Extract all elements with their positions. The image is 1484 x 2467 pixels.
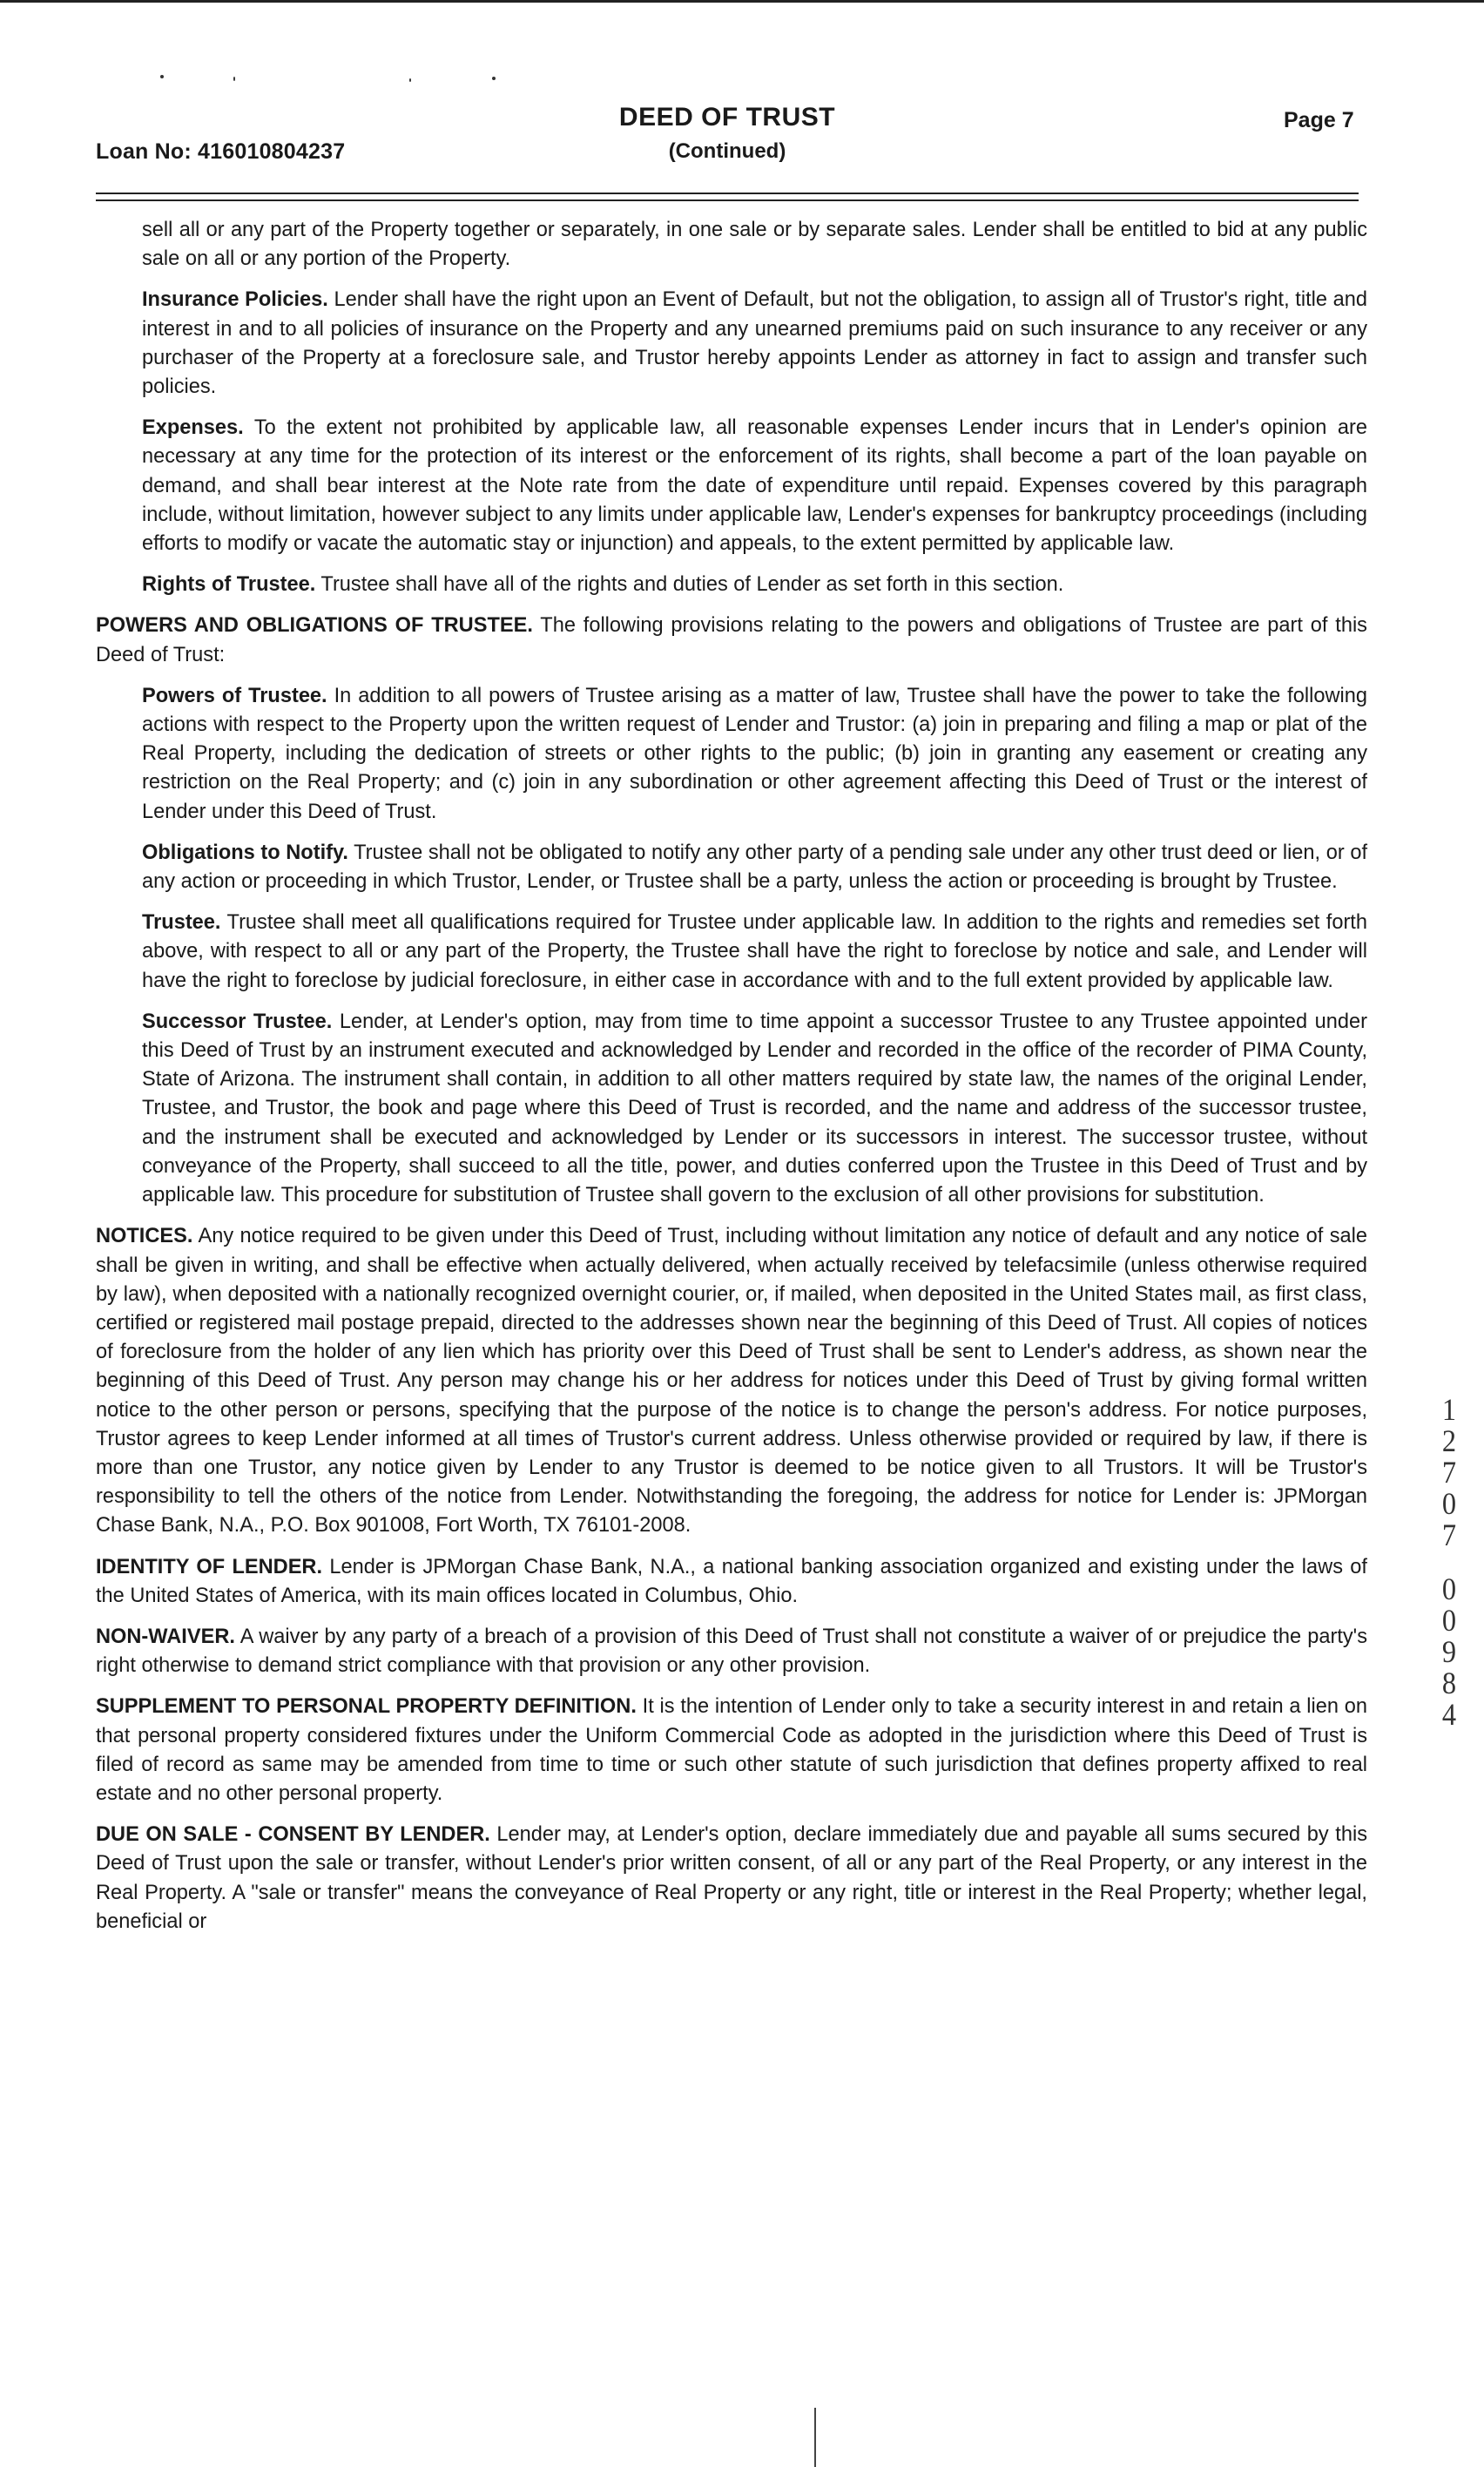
paragraph-text: Lender shall have the right upon an Event of Default, but not the obligation, to assign all of Trustor's right, title and interest in and to all policies of insurance on the Property and any unearned premiums paid on such insurance to any receiver or any purchaser of the Property at a foreclosure sale, and Trustor hereby appoints Lender as attorney in fact to assign and transfer such policies.: [142, 288, 1367, 399]
stamp-book-number: 1 2 7 0 7: [1441, 1392, 1457, 1552]
section-text: The following provisions relating to the powers and obligations of Trustee are part of this Deed of Trust:: [96, 614, 1367, 666]
paragraph-text: Trustee shall meet all qualifications required for Trustee under applicable law. In addition to the rights and remedies set forth above, with respect to all or any part of the Property, the Trustee shall have the right to foreclose by notice and sale, and Lender will have the right to foreclose by judicial foreclosure, in either case in accordance with and to the full extent provided by applicable law.: [142, 911, 1367, 992]
loan-number: Loan No: 416010804237: [96, 139, 346, 164]
paragraph-sale-continuation: [142, 216, 1367, 274]
paragraph-text: To the extent not prohibited by applicable law, all reasonable expenses Lender incurs that in Lender's opinion are necessary at any time for the protection of its interest or the enforcement of its rights, shall become a part of the loan payable on demand, and shall bear interest at the Note rate from the date of expenditure until repaid. Expenses covered by this paragraph include, without limitation, however subject to any limits under applicable law, Lender's expenses for bankruptcy proceedings (including efforts to modify or vacate the automatic stay or injunction) and appeals, to the extent permitted by applicable law.: [142, 416, 1367, 556]
section-heading: POWERS AND OBLIGATIONS OF TRUSTEE.: [96, 614, 533, 638]
section-powers-and-obligations: [96, 612, 1367, 669]
section-heading: NON-WAIVER.: [96, 1625, 235, 1648]
paragraph-insurance-policies: [142, 286, 1367, 402]
stamp-page-number: 0 0 9 8 4: [1441, 1571, 1457, 1732]
paragraph-heading: Obligations to Notify.: [142, 841, 348, 864]
scan-specks: [157, 73, 523, 87]
paragraph-rights-of-trustee: [142, 571, 1367, 599]
bottom-edge-mark: [814, 2408, 816, 2467]
section-text: It is the intention of Lender only to take a security interest in and retain a lien on that personal property considered fixtures under the Uniform Commercial Code as adopted in the jurisdiction where this Deed of Trust is filed of record as same may be amended from time to time or such other statute of such jurisdiction that defines property affixed to real estate and no other personal property.: [96, 1695, 1368, 1805]
paragraph-trustee: [142, 909, 1367, 996]
section-text: Lender is JPMorgan Chase Bank, N.A., a national banking association organized and existing under the laws of the United States of America, with its main offices located in Columbus, Ohio.: [96, 1555, 1367, 1607]
header-rule-upper: [96, 193, 1359, 194]
paragraph-heading: Insurance Policies.: [142, 288, 328, 312]
paragraph-heading: Rights of Trustee.: [142, 573, 316, 597]
paragraph-heading: Successor Trustee.: [142, 1010, 333, 1033]
page-number: Page 7: [1284, 108, 1354, 132]
section-supplement-personal-property: [96, 1693, 1367, 1808]
paragraph-text: sell all or any part of the Property together or separately, in one sale or by separate sales. Lender shall be entitled to bid at any public sale on all or any portion of the Property.: [142, 219, 1367, 271]
paragraph-text: Trustee shall have all of the rights and duties of Lender as set forth in this section.: [320, 573, 1064, 597]
paragraph-text: Trustee shall not be obligated to notify any other party of a pending sale under any other trust deed or lien, or of any action or proceeding in which Trustor, Lender, or Trustee shall be a party, unless the action or proceeding is brought by Trustee.: [142, 841, 1367, 894]
section-due-on-sale: [96, 1821, 1367, 1936]
paragraph-heading: Powers of Trustee.: [142, 684, 327, 707]
section-text: A waiver by any party of a breach of a provision of this Deed of Trust shall not constitute a waiver of or prejudice the party's right otherwise to demand strict compliance with that provision or any other provision.: [96, 1625, 1367, 1678]
paragraph-powers-of-trustee: [142, 682, 1367, 827]
section-heading: IDENTITY OF LENDER.: [96, 1555, 323, 1578]
section-text: Lender may, at Lender's option, declare immediately due and payable all sums secured by this Deed of Trust upon the sale or transfer, without Lender's prior written consent, of all or any part of the Real Property, or any interest in the Real Property. A "sale or transfer" means the conveyance of Real Property or any right, title or interest in the Real Property; whether legal, beneficial or: [96, 1823, 1368, 1933]
document-subtitle: (Continued): [668, 139, 786, 163]
section-heading: SUPPLEMENT TO PERSONAL PROPERTY DEFINITION.: [96, 1695, 637, 1719]
document-body: [96, 216, 1367, 1949]
paragraph-obligations-to-notify: [142, 839, 1367, 896]
section-identity-of-lender: [96, 1553, 1367, 1611]
paragraph-expenses: [142, 414, 1367, 558]
paragraph-text: Lender, at Lender's option, may from time to time appoint a successor Trustee to any Trustee appointed under this Deed of Trust by an instrument executed and acknowledged by Lender and recorded in the office of the recorder of PIMA County, State of Arizona. The instrument shall contain, in addition to all other matters required by state law, the names of the original Lender, Trustee, and Trustor, the book and page where this Deed of Trust is recorded, and the name and address of the successor trustee, and the instrument shall be executed and acknowledged by Lender or its successors in interest. The successor trustee, without conveyance of the Property, shall succeed to all the title, power, and duties conferred upon the Trustee in this Deed of Trust and by applicable law. This procedure for substitution of Trustee shall govern to the exclusion of all other provisions for substitution.: [142, 1010, 1367, 1207]
paragraph-heading: Trustee.: [142, 911, 221, 935]
section-text: Any notice required to be given under this Deed of Trust, including without limitation any notice of default and any notice of sale shall be given in writing, and shall be effective when actually delivered, when actually received by telefacsimile (unless otherwise required by law), when deposited with a nationally recognized overnight courier, or, if mailed, when deposited in the United States mail, as first class, certified or registered mail postage prepaid, directed to the addresses shown near the beginning of this Deed of Trust. All copies of notices of foreclosure from the holder of any lien which has priority over this Deed of Trust shall be sent to Lender's address, as shown near the beginning of this Deed of Trust. Any person may change his or her address for notices under this Deed of Trust by giving formal written notice to the other person or persons, specifying that the purpose of the notice is to change the person's address. For notice purposes, Trustor agrees to keep Lender informed at all times of Trustor's current address. Unless otherwise provided or required by law, if there is more than one Trustor, any notice given by Lender to any Trustor is deemed to be notice given to all Trustors. It will be Trustor's responsibility to tell the others of the notice from Lender. Notwithstanding the foregoing, the address for notice for Lender is: JPMorgan Chase Bank, N.A., P.O. Box 901008, Fort Worth, TX 76101-2008.: [96, 1225, 1368, 1538]
paragraph-heading: Expenses.: [142, 416, 244, 440]
recording-stamp: [1438, 1394, 1460, 1730]
paragraph-successor-trustee: [142, 1008, 1367, 1210]
paragraph-text: In addition to all powers of Trustee arising as a matter of law, Trustee shall have the power to take the following actions with respect to the Property upon the written request of Lender and Trustor: (a) join in preparing and filing a map or plat of the Real Property, including the dedication of streets or other rights to the public; (b) join in granting any easement or creating any restriction on the Real Property; and (c) join in any subordination or other agreement affecting this Deed of Trust or the interest of Lender under this Deed of Trust.: [142, 684, 1367, 823]
section-notices: [96, 1222, 1367, 1540]
section-heading: NOTICES.: [96, 1225, 193, 1248]
header-rule-lower: [96, 199, 1359, 201]
section-heading: DUE ON SALE - CONSENT BY LENDER.: [96, 1823, 490, 1847]
section-non-waiver: [96, 1623, 1367, 1680]
top-edge-rule: [0, 0, 1484, 3]
document-title: DEED OF TRUST: [618, 103, 836, 132]
